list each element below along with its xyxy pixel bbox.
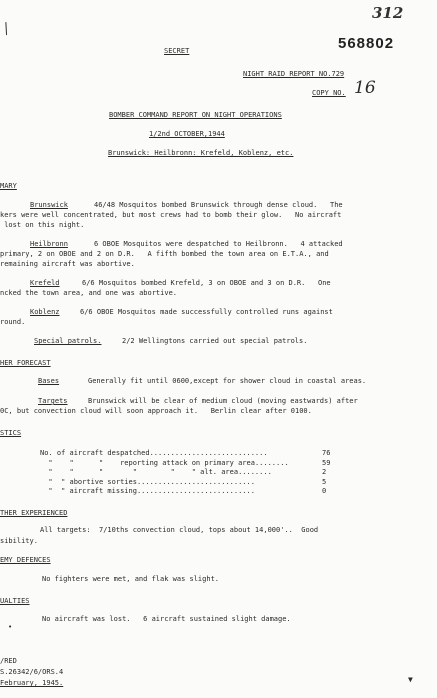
statistics-value: 5 (322, 477, 327, 486)
defences-heading: EMY DEFENCES (0, 556, 51, 564)
krefeld-line-1: 6/6 Mosquitos bombed Krefeld, 3 on OBOE and 3 on D.R. One (82, 279, 331, 287)
statistics-heading: STICS (0, 429, 22, 437)
statistics-leader: ............................ (149, 449, 268, 457)
summary-heading: MARY (0, 182, 17, 190)
brunswick-target: Brunswick (30, 201, 68, 209)
statistics-row (40, 479, 340, 486)
casualties-heading: UALTIES (0, 597, 30, 605)
koblenz-line-1: 6/6 OBOE Mosquitos made successfully controlled runs against (80, 308, 333, 316)
statistics-row (40, 460, 340, 467)
koblenz-target: Koblenz (30, 308, 60, 316)
special-patrols-label: Special patrols. (34, 337, 102, 345)
footer-date: February, 1945. (0, 679, 64, 687)
statistics-value: 76 (322, 449, 331, 457)
weather-line-2: sibility. (0, 537, 38, 545)
targets-line-1: Brunswick will be clear of medium cloud (moving eastwards) after (88, 397, 358, 405)
copy-label: COPY NO. (312, 89, 346, 97)
targets-line-2: 0C, but convection cloud will soon approach it. Berlin clear after 0100. (0, 407, 312, 415)
statistics-value: 59 (322, 458, 331, 467)
report-title: NIGHT RAID REPORT NO.729 (243, 70, 345, 78)
operation-date: 1/2nd OCTOBER,1944 (149, 130, 225, 138)
classification-label: SECRET (164, 47, 190, 55)
copy-number: 16 (354, 78, 376, 98)
krefeld-target: Krefeld (30, 279, 60, 287)
targets-label: Targets (38, 397, 68, 405)
statistics-leader: ............................ (136, 477, 255, 486)
bases-label: Bases (38, 377, 60, 385)
statistics-label: No. of aircraft despatched (40, 449, 150, 457)
statistics-row (40, 469, 340, 476)
forecast-heading: HER FORECAST (0, 359, 51, 367)
special-patrols-text: 2/2 Wellingtons carried out special patrols. (122, 337, 308, 345)
bases-text: Generally fit until 0600,except for shower cloud in coastal areas. (88, 377, 367, 385)
brunswick-line-1: 46/48 Mosquitos bombed Brunswick through dense cloud. The (94, 201, 343, 209)
statistics-value: 0 (322, 487, 327, 495)
footer-ref-1: /RED (0, 657, 17, 665)
statistics-label: " " aircraft missing (40, 487, 137, 495)
heilbronn-target: Heilbronn (30, 240, 68, 248)
margin-mark: ▼ (408, 675, 413, 684)
brunswick-line-3: lost on this night. (0, 221, 85, 229)
defences-text: No fighters were met, and flak was slight. (42, 575, 220, 583)
statistics-label: " " " reporting attack on primary area (40, 458, 255, 467)
brunswick-line-2: kers were well concentrated, but most crews had to bomb their glow. No aircraft (0, 211, 342, 219)
statistics-leader: ............................ (136, 487, 255, 495)
statistics-leader: ........ (238, 468, 272, 476)
statistics-label: " " abortive sorties (40, 477, 137, 486)
heilbronn-line-1: 6 OBOE Mosquitos were despatched to Heilbronn. 4 attacked (94, 240, 343, 248)
statistics-leader: ........ (254, 458, 289, 467)
pen-mark: / (0, 20, 13, 38)
statistics-value: 2 (322, 468, 327, 476)
weather-heading: THER EXPERIENCED (0, 509, 68, 517)
margin-dot: • (8, 623, 13, 631)
statistics-row (40, 488, 340, 495)
heilbronn-line-3: remaining aircraft was abortive. (0, 260, 135, 268)
serial-number: 568802 (338, 35, 395, 52)
operation-targets: Brunswick: Heilbronn: Krefeld, Koblenz, etc. (108, 149, 294, 157)
footer-ref-2: S.26342/6/ORS.4 (0, 668, 64, 676)
weather-line-1: All targets: 7/10ths convection cloud, tops about 14,000'.. Good (40, 526, 319, 534)
casualties-text: No aircraft was lost. 6 aircraft sustained slight damage. (42, 615, 291, 623)
file-number: 312 (372, 4, 404, 22)
heilbronn-line-2: primary, 2 on OBOE and 2 on D.R. A fifth bombed the town area on E.T.A., and (0, 250, 329, 258)
koblenz-line-2: round. (0, 318, 26, 326)
document-title: BOMBER COMMAND REPORT ON NIGHT OPERATIONS (109, 111, 282, 119)
krefeld-line-2: ncked the town area, and one was abortive. (0, 289, 178, 297)
statistics-label: " " " " " " alt. area (40, 468, 239, 476)
statistics-row (40, 450, 340, 457)
